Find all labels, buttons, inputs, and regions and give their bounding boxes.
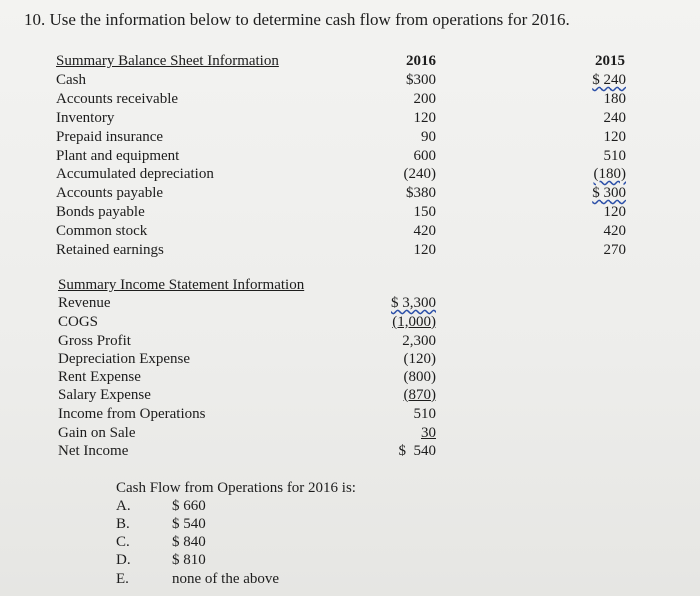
bs-2015-common-stock: 420 xyxy=(603,223,626,239)
is-label-depreciation-expense: Depreciation Expense xyxy=(58,351,191,367)
is-label-gain-on-sale: Gain on Sale xyxy=(58,425,136,441)
bs-label-bonds-payable: Bonds payable xyxy=(56,204,145,220)
option-d-text: $ 810 xyxy=(172,552,206,568)
bs-2016-plant-and-equipment: 600 xyxy=(413,148,436,164)
is-value-rent-expense: (800) xyxy=(403,369,436,385)
option-d-letter: D. xyxy=(116,552,131,568)
is-label-cogs: COGS xyxy=(58,314,99,330)
is-label-income-from-operations: Income from Operations xyxy=(58,406,206,422)
bs-2015-cash: $ 240 xyxy=(592,72,626,88)
bs-2015-accumulated-depreciation: (180) xyxy=(593,166,626,182)
is-value-gain-on-sale: 30 xyxy=(421,425,436,441)
bs-2016-accumulated-depreciation: (240) xyxy=(403,166,436,182)
bs-2015-bonds-payable: 120 xyxy=(603,204,626,220)
is-label-net-income: Net Income xyxy=(58,443,129,459)
bs-2016-accounts-payable: $380 xyxy=(406,185,436,201)
bs-2015-retained-earnings: 270 xyxy=(603,242,626,258)
bs-2015-accounts-receivable: 180 xyxy=(603,91,626,107)
column-header-2015: 2015 xyxy=(595,53,625,69)
bs-label-accounts-receivable: Accounts receivable xyxy=(56,91,179,107)
bs-label-retained-earnings: Retained earnings xyxy=(56,242,164,258)
bs-label-inventory: Inventory xyxy=(56,110,115,126)
bs-2016-cash: $300 xyxy=(406,72,436,88)
option-b-text: $ 540 xyxy=(172,516,206,532)
bs-2015-inventory: 240 xyxy=(603,110,626,126)
bs-label-prepaid-insurance: Prepaid insurance xyxy=(56,129,164,145)
is-label-gross-profit: Gross Profit xyxy=(58,333,131,349)
is-value-net-income: $ 540 xyxy=(398,443,436,459)
bs-2016-bonds-payable: 150 xyxy=(413,204,436,220)
bs-label-cash: Cash xyxy=(56,72,86,88)
option-a-text: $ 660 xyxy=(172,498,206,514)
bs-2016-common-stock: 420 xyxy=(413,223,436,239)
bs-label-plant-and-equipment: Plant and equipment xyxy=(56,148,180,164)
question-text: 10. Use the information below to determine cash flow from operations for 2016. xyxy=(24,10,570,29)
is-value-cogs: (1,000) xyxy=(392,314,436,330)
bs-2016-accounts-receivable: 200 xyxy=(413,91,436,107)
balance-sheet-title: Summary Balance Sheet Information xyxy=(56,53,279,69)
bs-label-common-stock: Common stock xyxy=(56,223,148,239)
is-value-salary-expense: (870) xyxy=(403,387,436,403)
is-label-rent-expense: Rent Expense xyxy=(58,369,141,385)
bs-2015-prepaid-insurance: 120 xyxy=(603,129,626,145)
is-label-salary-expense: Salary Expense xyxy=(58,387,151,403)
is-value-depreciation-expense: (120) xyxy=(403,351,436,367)
column-header-2016: 2016 xyxy=(406,53,436,69)
bs-2015-plant-and-equipment: 510 xyxy=(603,148,626,164)
bs-2016-prepaid-insurance: 90 xyxy=(421,129,436,145)
option-e-text: none of the above xyxy=(172,571,280,587)
option-c-letter: C. xyxy=(116,534,130,550)
option-c-text: $ 840 xyxy=(172,534,206,550)
is-value-revenue: $ 3,300 xyxy=(391,295,436,311)
bs-label-accounts-payable: Accounts payable xyxy=(56,185,164,201)
option-a-letter: A. xyxy=(116,498,131,514)
is-label-revenue: Revenue xyxy=(58,295,111,311)
bs-2016-retained-earnings: 120 xyxy=(413,242,436,258)
option-b-letter: B. xyxy=(116,516,130,532)
bs-2015-accounts-payable: $ 300 xyxy=(592,185,626,201)
is-value-income-from-operations: 510 xyxy=(413,406,436,422)
is-value-gross-profit: 2,300 xyxy=(402,333,436,349)
income-statement-title: Summary Income Statement Information xyxy=(58,277,305,293)
option-e-letter: E. xyxy=(116,571,129,587)
bs-label-accumulated-depreciation: Accumulated depreciation xyxy=(56,166,214,182)
bs-2016-inventory: 120 xyxy=(413,110,436,126)
answer-prompt: Cash Flow from Operations for 2016 is: xyxy=(116,480,356,496)
